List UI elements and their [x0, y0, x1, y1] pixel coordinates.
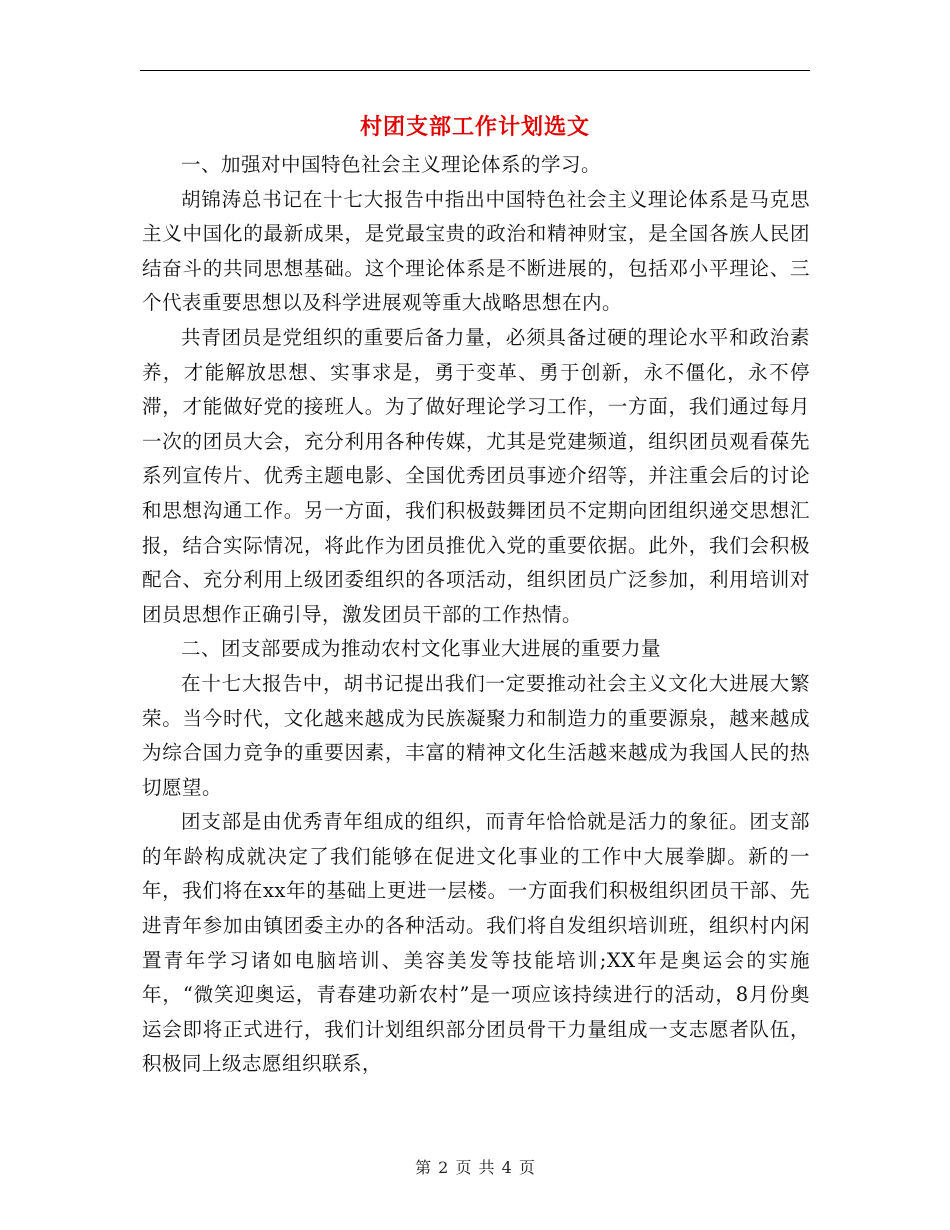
section-heading-2: 二、团支部要成为推动农村文化事业大进展的重要力量 — [181, 637, 662, 661]
header-rule — [140, 70, 810, 71]
body-paragraph-2: 共青团员是党组织的重要后备力量，必须具备过硬的理论水平和政治素养，才能解放思想、实事求是，勇于变革、勇于创新，永不僵化，永不停滞，才能做好党的接班人。为了做好理论学习工作，一方面，我们通过每月一次的团员大会，充分利用各种传媒，尤其是党建频道，组织团员观看葆先系列宣传片、优秀主题电影、全国优秀团员事迹介绍等，并注重会后的讨论和思想沟通工作。另一方面，我们积极鼓舞团员不定期向团组织递交思想汇报，结合实际情况，将此作为团员推优入党的重要依据。此外，我们会积极配合、充分利用上级团委组织的各项活动，组织团员广泛参加，利用培训对团员思想作正确引导，激发团员干部的工作热情。 — [142, 325, 810, 626]
body-paragraph-1: 胡锦涛总书记在十七大报告中指出中国特色社会主义理论体系是马克思主义中国化的最新成果，是党最宝贵的政治和精神财宝，是全国各族人民团结奋斗的共同思想基础。这个理论体系是不断进展的，包括邓小平理论、三个代表重要思想以及科学进展观等重大战略思想在内。 — [142, 187, 810, 315]
page-number: 第 2 页 共 4 页 — [415, 1158, 535, 1177]
document-title: 村团支部工作计划选文 — [359, 114, 590, 140]
section-heading-1: 一、加强对中国特色社会主义理论体系的学习。 — [181, 153, 602, 176]
body-paragraph-4: 团支部是由优秀青年组成的组织，而青年恰恰就是活力的象征。团支部的年龄构成就决定了我们能够在促进文化事业的工作中大展拳脚。新的一年，我们将在xx年的基础上更进一层楼。一方面我们积极组织团员干部、先进青年参加由镇团委主办的各种活动。我们将自发组织培训班，组织村内闲置青年学习诸如电脑培训、美容美发等技能培训;XX年是奥运会的实施年，“微笑迎奥运，青春建功新农村”是一项应该持续进行的活动，8月份奥运会即将正式进行，我们计划组织部分团员骨干力量组成一支志愿者队伍，积极同上级志愿组织联系， — [142, 810, 810, 1076]
body-paragraph-3: 在十七大报告中，胡书记提出我们一定要推动社会主义文化大进展大繁荣。当今时代，文化越来越成为民族凝聚力和制造力的重要源泉，越来越成为综合国力竞争的重要因素，丰富的精神文化生活越来越成为我国人民的热切愿望。 — [142, 671, 810, 799]
document-body — [142, 148, 810, 1082]
